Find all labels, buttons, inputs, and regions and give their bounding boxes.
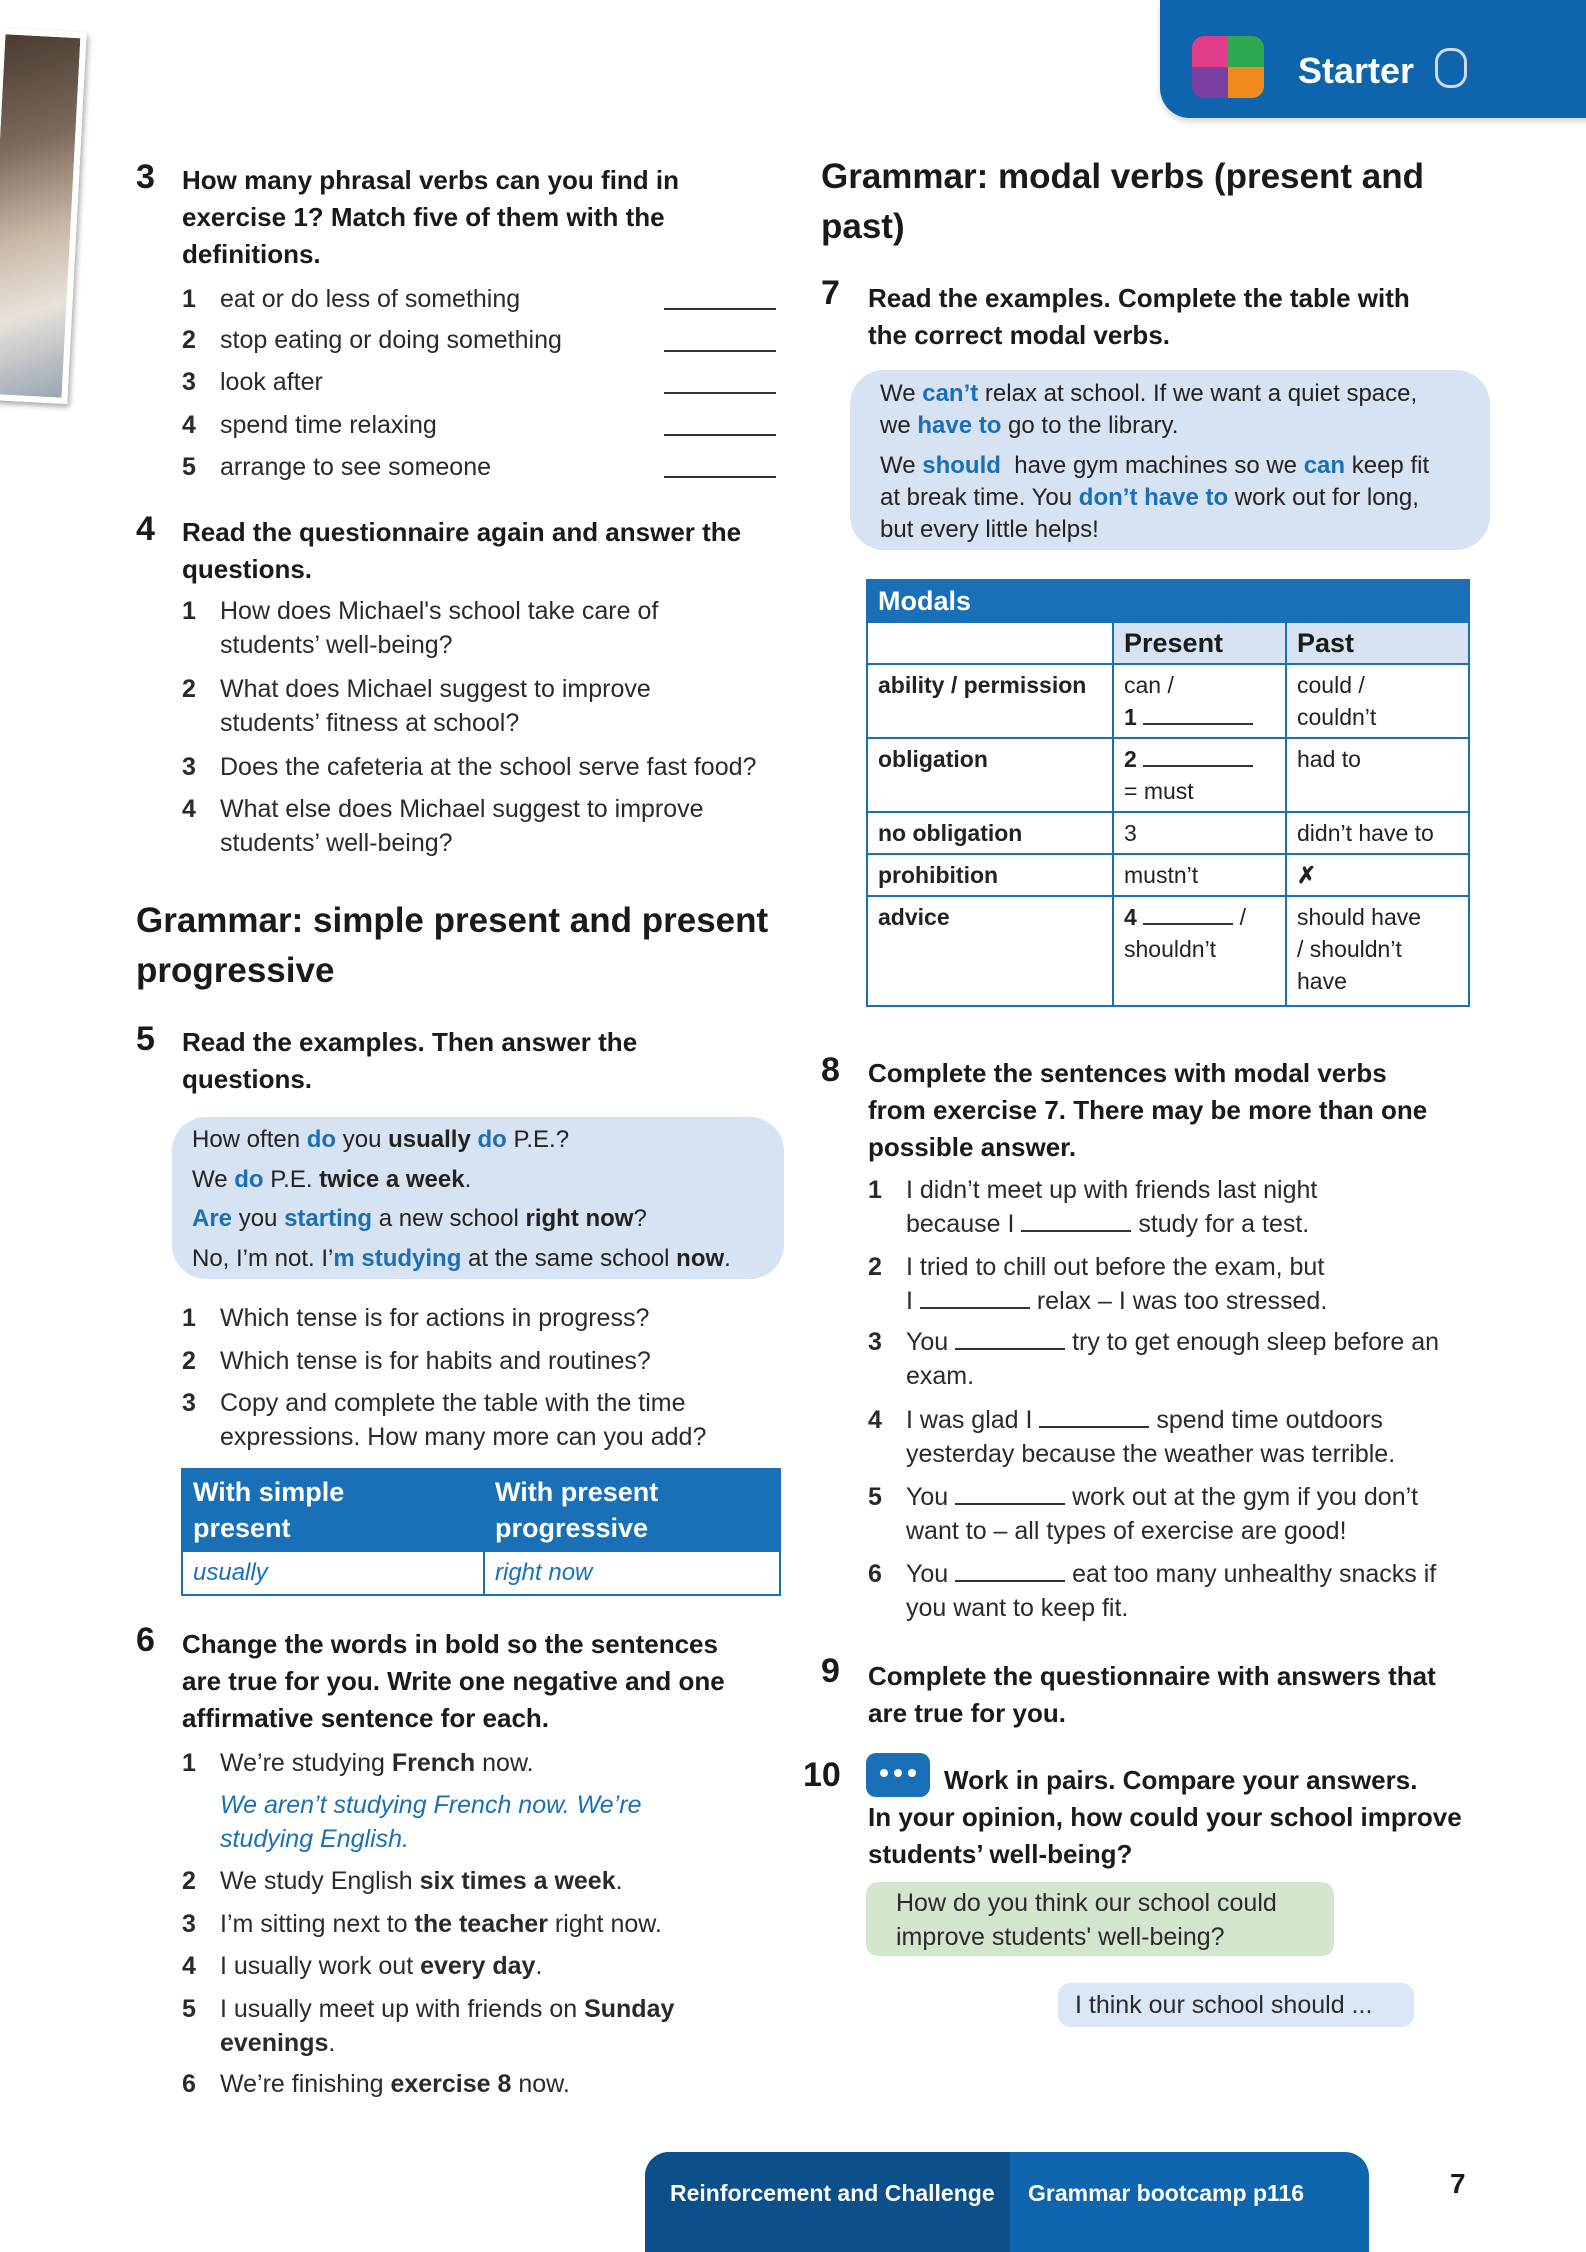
- text-run: ?: [633, 1205, 647, 1232]
- text-run: should: [922, 452, 1001, 479]
- answer-blank[interactable]: [955, 1330, 1065, 1350]
- text-run: twice a week: [319, 1166, 465, 1193]
- text-run: We’re finishing: [220, 2070, 391, 2098]
- text-run: keep fit: [1345, 452, 1430, 479]
- text-run: French: [391, 1749, 476, 1777]
- speech-bubble-answer-text: I think our school should ...: [1075, 1991, 1373, 2019]
- table-row: advice 4 / shouldn’t should have / shouldn’t have: [867, 896, 1469, 1006]
- text-run: .: [535, 1952, 543, 1980]
- ex3-item: 3 look after: [182, 368, 323, 396]
- text-run: have gym machines so we: [1000, 452, 1304, 479]
- example-line: [880, 452, 1429, 480]
- ex4-item: 2 What does Michael suggest to improve students’ fitness at school?: [182, 675, 651, 737]
- ex10-instruction-rest: In your opinion, how could your school improve students’ well-being?: [868, 1802, 1462, 1869]
- ex8-item: 2 I tried to chill out before the exam, but I relax – I was too stressed.: [868, 1253, 1328, 1315]
- ex5-item: 1 Which tense is for actions in progress?: [182, 1304, 650, 1332]
- ex6-item: 5 I usually meet up with friends on Sunday evenings.: [182, 1995, 675, 2057]
- text-run: a new school: [372, 1205, 526, 1232]
- text-run: go to the library.: [1001, 412, 1179, 439]
- table-row: no obligation 3 didn’t have to: [867, 812, 1469, 854]
- text-run: you: [336, 1126, 389, 1153]
- reinforcement-link[interactable]: Reinforcement and Challenge: [670, 2180, 995, 2206]
- example-line: [880, 380, 1417, 408]
- ex5-item: 3 Copy and complete the table with the time expressions. How many more can you add?: [182, 1389, 707, 1451]
- ex3-instruction: How many phrasal verbs can you find in exercise 1? Match five of them with the definitions.: [182, 165, 680, 269]
- text-run: .: [615, 1867, 623, 1895]
- text-run: at break time. You: [880, 484, 1079, 511]
- example-line: [192, 1205, 647, 1233]
- grammar-heading-simple: Grammar: simple present and present progressive: [136, 901, 769, 990]
- text-run: .: [328, 2029, 336, 2057]
- text-run: now: [676, 1245, 725, 1272]
- cross-icon: ✗: [1286, 854, 1469, 896]
- text-run: now.: [475, 1749, 534, 1777]
- grammar-bootcamp-link[interactable]: Grammar bootcamp p116: [1028, 2180, 1305, 2206]
- text-run: I usually work out: [220, 1952, 421, 1980]
- text-run: work out for long,: [1228, 484, 1419, 511]
- paperclip-icon: [1435, 48, 1467, 88]
- text-run: now.: [511, 2070, 570, 2098]
- answer-blank[interactable]: [1021, 1212, 1131, 1232]
- text-run: We: [192, 1166, 235, 1193]
- text-run: do: [234, 1166, 264, 1193]
- text-run: P.E.: [263, 1166, 320, 1193]
- ex6-item: 2 We study English six times a week.: [182, 1867, 623, 1895]
- grammar-heading-modal: Grammar: modal verbs (present and past): [821, 157, 1424, 246]
- text-run: at the same school: [461, 1245, 677, 1272]
- col-past: Past: [1286, 622, 1469, 664]
- text-run: have to: [917, 412, 1002, 439]
- example-line: [192, 1166, 471, 1194]
- answer-blank[interactable]: [1143, 705, 1253, 725]
- present-progressive-cell[interactable]: right now: [484, 1551, 780, 1595]
- text-run: I’m sitting next to: [220, 1910, 415, 1938]
- ex6-instruction: Change the words in bold so the sentences are true for you. Write one negative and one affirmative sentence for each.: [182, 1629, 725, 1733]
- photo-corner: [0, 28, 87, 404]
- text-run: you: [232, 1205, 285, 1232]
- ex6-item: 4 I usually work out every day.: [182, 1952, 543, 1980]
- text-run: right now.: [547, 1910, 662, 1938]
- text-run: .: [724, 1245, 731, 1272]
- ex9-number: 9: [821, 1652, 840, 1690]
- col-simple-present: With simple present: [182, 1469, 484, 1551]
- ex8-item: 1 I didn’t meet up with friends last night because I study for a test.: [868, 1176, 1318, 1238]
- ex6-example-answer: We aren’t studying French now. We’re studying English.: [220, 1791, 642, 1853]
- example-line: [192, 1245, 731, 1273]
- text-run: m studying: [333, 1245, 462, 1272]
- table-row: obligation 2 = must had to: [867, 738, 1469, 812]
- text-run: No, I’m not. I’: [192, 1245, 334, 1272]
- answer-blank[interactable]: [1143, 905, 1233, 925]
- cube-logo-icon: [1192, 36, 1264, 98]
- text-run: can: [1303, 452, 1346, 479]
- text-run: usually: [388, 1126, 471, 1153]
- text-run: six times a week: [419, 1867, 616, 1895]
- ex7-instruction: Read the examples. Complete the table with the correct modal verbs.: [868, 283, 1410, 350]
- speech-bubble-icon: [866, 1753, 930, 1797]
- text-run: but every little helps!: [880, 516, 1099, 543]
- ex3-item: 4 spend time relaxing: [182, 411, 437, 439]
- ex8-item: 6 You eat too many unhealthy snacks if you want to keep fit.: [868, 1560, 1437, 1622]
- text-run: Sunday: [584, 1995, 675, 2023]
- ex4-number: 4: [136, 510, 155, 548]
- text-run: evenings: [220, 2029, 329, 2057]
- text-run: don’t have to: [1078, 484, 1229, 511]
- answer-blank[interactable]: [664, 392, 776, 394]
- text-run: We’re studying: [220, 1749, 392, 1777]
- text-run: .: [464, 1166, 472, 1193]
- ex6-number: 6: [136, 1621, 155, 1659]
- text-run: we: [880, 412, 918, 439]
- ex5-item: 2 Which tense is for habits and routines?: [182, 1347, 651, 1375]
- answer-blank[interactable]: [664, 308, 776, 310]
- starter-label: Starter: [1298, 50, 1415, 91]
- ex5-instruction: Read the examples. Then answer the questions.: [182, 1027, 638, 1094]
- ex3-item: 5 arrange to see someone: [182, 453, 492, 481]
- answer-blank[interactable]: [955, 1562, 1065, 1582]
- example-line: [192, 1126, 569, 1154]
- ex3-item: 2 stop eating or doing something: [182, 326, 562, 354]
- table-row: ability / permission can / 1 could / couldn’t: [867, 664, 1469, 738]
- text-run: exercise 8: [390, 2070, 512, 2098]
- text-run: do: [306, 1126, 337, 1153]
- text-run: How often: [192, 1126, 307, 1153]
- text-run: Are: [192, 1205, 233, 1232]
- text-run: We: [880, 380, 923, 407]
- ex7-number: 7: [821, 274, 840, 312]
- answer-blank[interactable]: [920, 1289, 1030, 1309]
- ex4-item: 1 How does Michael's school take care of students’ well-being?: [182, 597, 659, 659]
- answer-blank[interactable]: [955, 1485, 1065, 1505]
- simple-present-cell[interactable]: usually: [182, 1551, 484, 1595]
- col-present: Present: [1113, 622, 1286, 664]
- speech-bubble-question-text: How do you think our school could improve students' well-being?: [896, 1889, 1277, 1951]
- ex8-instruction: Complete the sentences with modal verbs from exercise 7. There may be more than one possible answer.: [868, 1058, 1428, 1162]
- table-row: prohibition mustn’t ✗: [867, 854, 1469, 896]
- ex4-item: 4 What else does Michael suggest to improve students’ well-being?: [182, 795, 704, 857]
- text-run: the teacher: [414, 1910, 548, 1938]
- page-number: 7: [1450, 2168, 1466, 2199]
- text-run: do: [477, 1126, 507, 1153]
- ex6-item: 6 We’re finishing exercise 8 now.: [182, 2070, 570, 2098]
- text-run: relax at school. If we want a quiet space,: [978, 380, 1418, 407]
- ex8-item: 4 I was glad I spend time outdoors yesterday because the weather was terrible.: [868, 1406, 1396, 1468]
- example-line: [880, 516, 1099, 544]
- text-run: I usually meet up with friends on: [220, 1995, 585, 2023]
- ex6-item: 3 I’m sitting next to the teacher right now.: [182, 1910, 662, 1938]
- answer-blank[interactable]: [664, 476, 776, 478]
- ex10-number: 10: [803, 1756, 841, 1794]
- text-run: We: [880, 452, 923, 479]
- answer-blank[interactable]: [1039, 1408, 1149, 1428]
- text-run: P.E.?: [506, 1126, 570, 1153]
- example-line: [880, 412, 1178, 440]
- modals-table-title: Modals: [867, 580, 1469, 622]
- text-run: We study English: [220, 1867, 420, 1895]
- ex8-item: 3 You try to get enough sleep before an exam.: [868, 1328, 1440, 1390]
- time-expression-table: [181, 1468, 781, 1596]
- answer-blank[interactable]: [664, 350, 776, 352]
- ex9-instruction: Complete the questionnaire with answers that are true for you.: [868, 1661, 1436, 1728]
- ex4-item: 3 Does the cafeteria at the school serve fast food?: [182, 753, 757, 781]
- ex3-item: 1 eat or do less of something: [182, 285, 521, 313]
- ex8-number: 8: [821, 1051, 840, 1089]
- modals-table: [866, 579, 1470, 1007]
- ex5-number: 5: [136, 1020, 155, 1058]
- text-run: every day: [420, 1952, 536, 1980]
- ex4-instruction: Read the questionnaire again and answer the questions.: [182, 517, 742, 584]
- answer-blank[interactable]: [1143, 747, 1253, 767]
- col-present-progressive: With present progressive: [484, 1469, 780, 1551]
- example-line: [880, 484, 1419, 512]
- ex6-item: 1 We’re studying French now.: [182, 1749, 534, 1777]
- ex10-instruction-line1: Work in pairs. Compare your answers.: [944, 1765, 1418, 1795]
- ex8-item: 5 You work out at the gym if you don’t want to – all types of exercise are good!: [868, 1483, 1419, 1545]
- text-run: can’t: [922, 380, 979, 407]
- text-run: starting: [284, 1205, 373, 1232]
- ex3-number: 3: [136, 158, 155, 196]
- answer-blank[interactable]: [664, 434, 776, 436]
- text-run: right now: [525, 1205, 634, 1232]
